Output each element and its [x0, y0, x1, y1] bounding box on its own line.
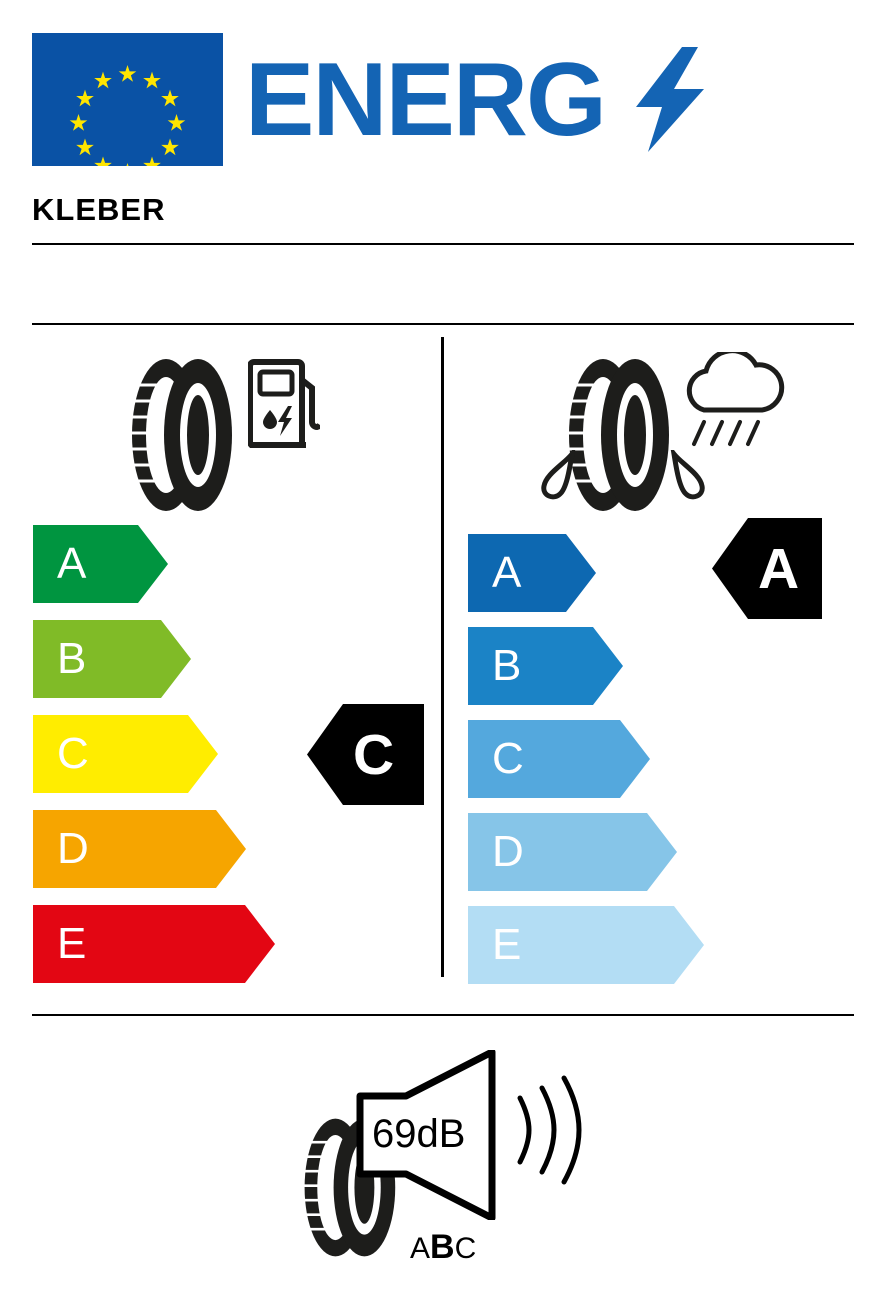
wet-class-b	[468, 627, 623, 705]
sound-waves-icon	[512, 1070, 592, 1190]
noise-class-scale	[410, 1228, 476, 1267]
fuel-class-e-letter: E	[57, 919, 87, 968]
lightning-bolt-icon	[636, 47, 708, 152]
fuel-pump-icon	[248, 358, 320, 448]
divider-top	[32, 243, 854, 245]
noise-class-b: B	[430, 1228, 455, 1266]
fuel-class-e	[33, 905, 275, 983]
wet-class-d-letter: D	[492, 827, 524, 876]
fuel-class-c-letter: C	[57, 729, 89, 778]
fuel-class-d	[33, 810, 246, 888]
wet-class-a-letter: A	[492, 548, 522, 597]
fuel-rating-marker	[307, 704, 424, 805]
fuel-class-d-letter: D	[57, 824, 89, 873]
wet-class-a	[468, 534, 596, 612]
fuel-rating-letter: C	[353, 722, 395, 787]
wet-class-e-letter: E	[492, 920, 522, 969]
fuel-class-a	[33, 525, 168, 603]
divider-vertical	[441, 337, 444, 977]
eu-flag-icon	[32, 33, 223, 166]
water-splash-left-icon	[540, 450, 584, 500]
divider-bottom	[32, 1014, 854, 1016]
divider-second	[32, 323, 854, 325]
noise-class-c: C	[454, 1232, 477, 1265]
wet-rating-marker	[712, 518, 822, 619]
brand-name: KLEBER	[32, 192, 166, 227]
page-title: ENERG	[245, 42, 605, 158]
rain-cloud-icon	[678, 352, 788, 457]
fuel-class-a-letter: A	[57, 539, 87, 588]
noise-class-a: A	[410, 1232, 431, 1265]
wet-class-d	[468, 813, 677, 891]
wet-class-c-letter: C	[492, 734, 524, 783]
fuel-class-c	[33, 715, 218, 793]
water-splash-right-icon	[662, 450, 706, 500]
tyre-icon	[120, 355, 242, 515]
fuel-class-b	[33, 620, 191, 698]
wet-class-c	[468, 720, 650, 798]
wet-rating-letter: A	[758, 536, 800, 601]
wet-class-e	[468, 906, 704, 984]
fuel-class-b-letter: B	[57, 634, 87, 683]
noise-value: 69dB	[372, 1112, 466, 1156]
wet-class-b-letter: B	[492, 641, 522, 690]
